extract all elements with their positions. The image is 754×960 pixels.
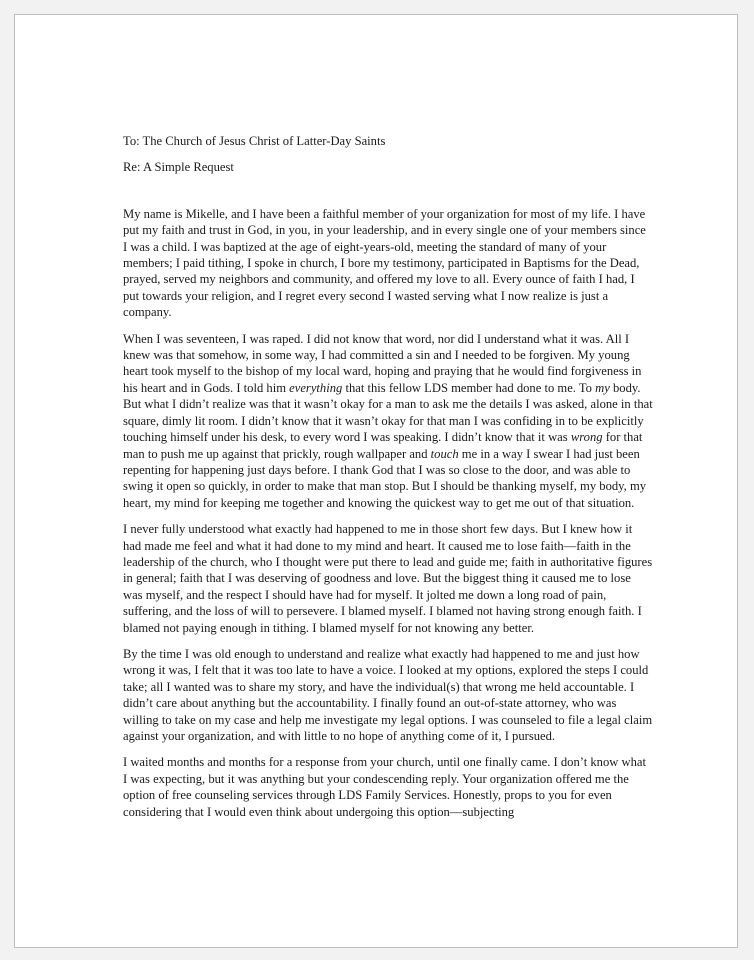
paragraph-text: I never fully understood what exactly had happened to me in those short few days. But I knew how it had made me feel and what it had done to my mind and heart. It caused me to lose faith—faith in the leadership of the church, who I thought were put there to lead and guide me; faith in authoritative figures in general; faith that I was deserving of goodness and love. But the biggest thing it caused me to lose was myself, and the respect I should have had for myself. It jolted me down a long road of pain, suffering, and the loss of will to persevere. I blamed myself. I blamed not having strong enough faith. I blamed not paying enough in tithing. I blamed myself for not knowing any better. (123, 522, 653, 635)
paragraph-text: body. But what I didn’t realize was that it wasn’t okay for a man to ask me the details I was asked, alone in that square, dimly lit room. I didn’t know that it wasn’t okay for that man I was confiding in to be explicitly touching himself under his desk, to every word I was speaking. I didn’t know that it was (123, 380, 653, 445)
emphasized-text: wrong (570, 430, 603, 445)
paragraph-text: When I was seventeen, I was raped. I did not know that word, nor did I understand what it was. All I knew was that somehow, in some way, I had committed a sin and I needed to be forgiven. My young heart took myself to the bishop of my local ward, hoping and praying that he would find forgiveness in his heart and in Gods. I told him (123, 331, 642, 395)
document-page (14, 14, 738, 948)
subject-line: Re: A Simple Request (123, 160, 234, 175)
paragraph-1 (123, 206, 653, 321)
recipient-line: To: The Church of Jesus Christ of Latter-Day Saints (123, 134, 386, 148)
paragraph-text: I waited months and months for a response from your church, until one finally came. I don’t know what I was expecting, but it was anything but your condescending reply. Your organization offered me the option of free counseling services through LDS Family Services. Honestly, props to you for even considering that I would even think about undergoing this option—subjecting (123, 755, 646, 819)
paragraph-text: My name is Mikelle, and I have been a faithful member of your organization for most of my life. I have put my faith and trust in God, in you, in your leadership, and in every single one of your members since I was a child. I was baptized at the age of eight-years-old, meeting the standard of many of your members; I paid tithing, I spoke in church, I bore my testimony, participated in Baptisms for the Dead, prayed, served my neighbors and community, and offered my love to all. Every ounce of faith I had, I put towards your religion, and I regret every second I wasted serving what I now realize is just a company. (123, 206, 646, 320)
emphasized-text: touch (430, 446, 459, 461)
paragraph-text: that this fellow LDS member had done to me. To (342, 380, 596, 395)
paragraph-text: By the time I was old enough to understand and realize what exactly had happened to me and just how wrong it was, I felt that it was too late to have a voice. I looked at my options, explored the steps I could take; all I wanted was to share my story, and have the individual(s) that wrong me held accountable. I didn’t care about anything but the accountability. I finally found an out-of-state attorney, who was willing to take on my case and help me investigate my legal options. I was counseled to file a legal claim against your organization, and with little to no hope of anything come of it, I pursued. (123, 646, 653, 743)
letter-body (123, 133, 653, 830)
paragraph-text: for that man to push me up against that prickly, rough wallpaper and (123, 430, 643, 461)
paragraph-4 (123, 646, 653, 744)
emphasized-text: my (595, 380, 610, 395)
paragraph-2 (123, 331, 653, 511)
paragraph-3 (123, 521, 653, 636)
paragraph-text: me in a way I swear I had just been repenting for happening just days before. I thank God that I was so close to the door, and was able to swing it open so quickly, in order to make that man stop. But I should be thanking myself, my body, my heart, my mind for keeping me together and knowing the quickest way to get me out of that situation. (123, 446, 647, 510)
paragraph-5 (123, 754, 653, 820)
emphasized-text: everything (289, 380, 343, 395)
letter-paragraphs (123, 206, 653, 820)
